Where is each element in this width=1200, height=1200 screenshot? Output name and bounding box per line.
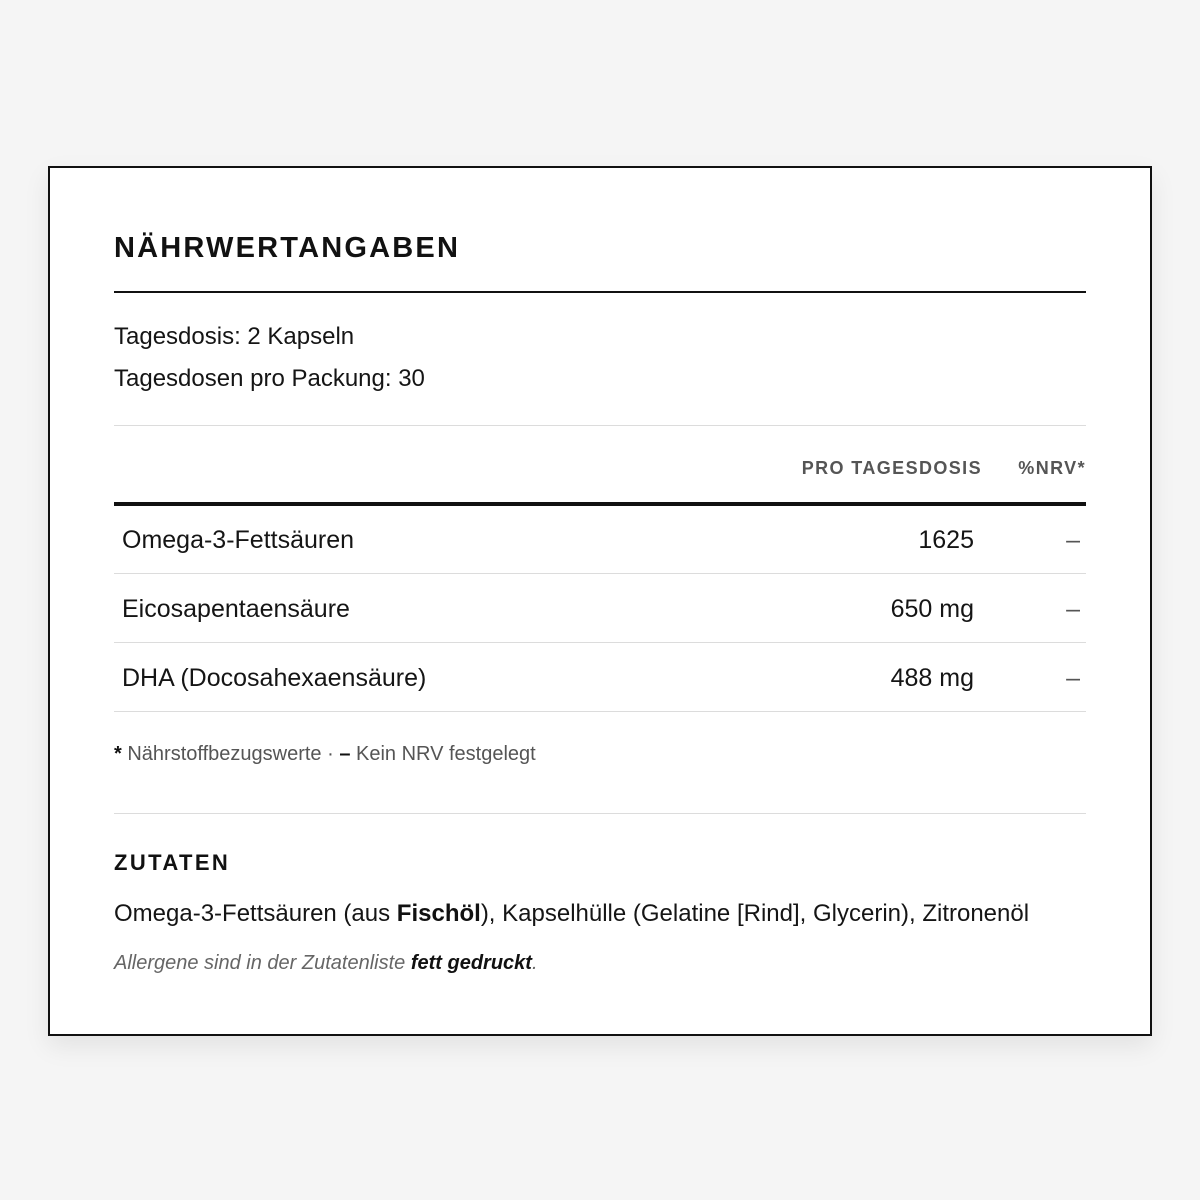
nutrient-name: DHA (Docosahexaensäure) [122,664,427,692]
nutrient-name: Omega-3-Fettsäuren [122,526,355,554]
ingredients-list [114,899,1029,929]
nutrient-nrv: – [1066,664,1080,692]
footnote-dash-text: Kein NRV festgelegt [350,743,536,765]
nutrition-card [48,166,1152,1036]
footnote-star-symbol: * [114,743,122,765]
ingredients-part-2: ), Kapselhülle (Gelatine [Rind], Glycerin), Zitronenöl [480,900,1030,927]
doses-per-pack: Tagesdosen pro Packung: 30 [114,365,425,392]
serving-divider [114,425,1086,426]
footnote-dash-symbol: – [339,743,351,765]
allergen-note [114,950,538,976]
nutrient-amount: 488 mg [890,664,974,692]
nutrient-nrv: – [1066,595,1080,623]
ingredients-divider [114,813,1086,814]
footnote-star-text: Nährstoffbezugswerte · [121,743,340,765]
column-header-per-dose: PRO TAGESDOSIS [801,458,982,478]
nutrient-name: Eicosapentaensäure [122,595,350,623]
allergen-note-prefix: Allergene sind in der Zutatenliste [114,952,411,974]
title-divider [114,291,1086,293]
nutrition-title: NÄHRWERTANGABEN [114,232,461,264]
column-header-nrv: %NRV* [1018,458,1086,478]
allergen-note-bold: fett gedruckt [410,952,532,974]
daily-dose: Tagesdosis: 2 Kapseln [114,323,355,350]
ingredients-part-1: Omega-3-Fettsäuren (aus [114,900,397,927]
table-row [114,575,1086,643]
table-row [114,644,1086,712]
nutrient-amount: 650 mg [890,595,974,623]
table-row [114,506,1086,574]
nutrient-amount: 1625 [918,526,974,554]
allergen-highlight: Fischöl [396,900,481,927]
allergen-note-suffix: . [531,952,538,974]
nutrition-card-content [114,168,1086,1034]
nutrient-nrv: – [1066,526,1080,554]
nrv-footnote [114,741,536,767]
ingredients-title: ZUTATEN [114,850,231,875]
